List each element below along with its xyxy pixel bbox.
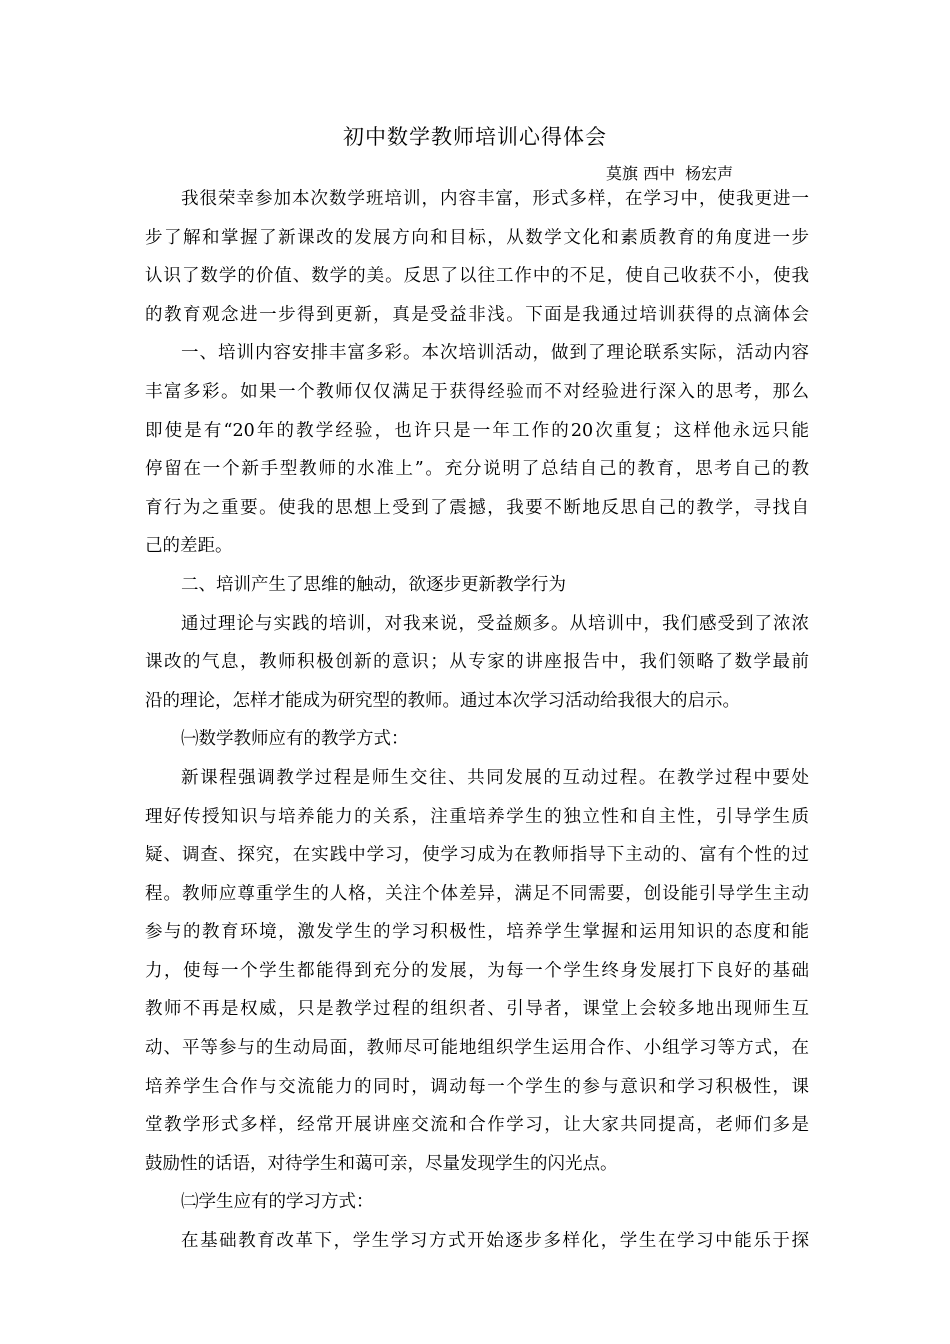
document-body	[145, 180, 809, 1261]
text-line: 鼓励性的话语，对待学生和蔼可亲，尽量发现学生的闪光点。	[145, 1153, 618, 1174]
subsection-heading: ㈠数学教师应有的教学方式：	[181, 729, 409, 750]
text-line: 力，使每一个学生都能得到充分的发展，为每一个学生终身发展打下良好的基础	[145, 960, 809, 981]
text-line: 通过理论与实践的培训，对我来说，受益颇多。从培训中，我们感受到了浓浓	[181, 613, 809, 634]
text-line: 一、培训内容安排丰富多彩。本次培训活动，做到了理论联系实际，活动内容	[181, 343, 809, 364]
author-name: 杨宏声	[685, 164, 734, 183]
text-line: 步了解和掌握了新课改的发展方向和目标，从数学文化和素质教育的角度进一步	[145, 227, 809, 248]
section-heading: 二、培训产生了思维的触动，欲逐步更新教学行为	[181, 574, 566, 595]
text-line: 即使是有“20年的教学经验，也许只是一年工作的20次重复；这样他永远只能	[145, 420, 809, 441]
text-line: 培养学生合作与交流能力的同时，调动每一个学生的参与意识和学习积极性，课	[145, 1076, 809, 1097]
subsection-heading: ㈡学生应有的学习方式：	[181, 1192, 374, 1213]
text-line: 疑、调查、探究，在实践中学习，使学习成为在教师指导下主动的、富有个性的过	[145, 845, 809, 866]
document-title: 初中数学教师培训心得体会	[343, 125, 607, 149]
text-line: 丰富多彩。如果一个教师仅仅满足于获得经验而不对经验进行深入的思考，那么	[145, 381, 809, 402]
text-line: 课改的气息，教师积极创新的意识；从专家的讲座报告中，我们领略了数学最前	[145, 652, 809, 673]
text-line: 堂教学形式多样，经常开展讲座交流和合作学习，让大家共同提高，老师们多是	[145, 1115, 809, 1136]
text-line: 新课程强调教学过程是师生交往、共同发展的互动过程。在教学过程中要处	[181, 767, 809, 788]
text-line: 的教育观念进一步得到更新，真是受益非浅。下面是我通过培训获得的点滴体会	[145, 304, 809, 325]
text-line: 育行为之重要。使我的思想上受到了震撼，我要不断地反思自己的教学，寻找自	[145, 497, 809, 518]
text-line: 在基础教育改革下，学生学习方式开始逐步多样化，学生在学习中能乐于探	[181, 1231, 809, 1252]
text-line: 沿的理论，怎样才能成为研究型的教师。通过本次学习活动给我很大的启示。	[145, 690, 740, 711]
text-line: 己的差距。	[145, 536, 233, 557]
author-school: 莫旗 西中	[606, 164, 676, 183]
text-line: 程。教师应尊重学生的人格，关注个体差异，满足不同需要，创设能引导学生主动	[145, 883, 809, 904]
text-line: 参与的教育环境，激发学生的学习积极性，培养学生掌握和运用知识的态度和能	[145, 922, 809, 943]
text-line: 教师不再是权威，只是教学过程的组织者、引导者，课堂上会较多地出现师生互	[145, 999, 809, 1020]
text-line: 停留在一个新手型教师的水准上”。充分说明了总结自己的教育，思考自己的教	[145, 459, 809, 480]
text-line: 理好传授知识与培养能力的关系，注重培养学生的独立性和自主性，引导学生质	[145, 806, 809, 827]
text-line: 我很荣幸参加本次数学班培训，内容丰富，形式多样，在学习中，使我更进一	[181, 189, 809, 209]
text-line: 认识了数学的价值、数学的美。反思了以往工作中的不足，使自己收获不小，使我	[145, 266, 809, 287]
text-line: 动、平等参与的生动局面，教师尽可能地组织学生运用合作、小组学习等方式，在	[145, 1038, 809, 1059]
